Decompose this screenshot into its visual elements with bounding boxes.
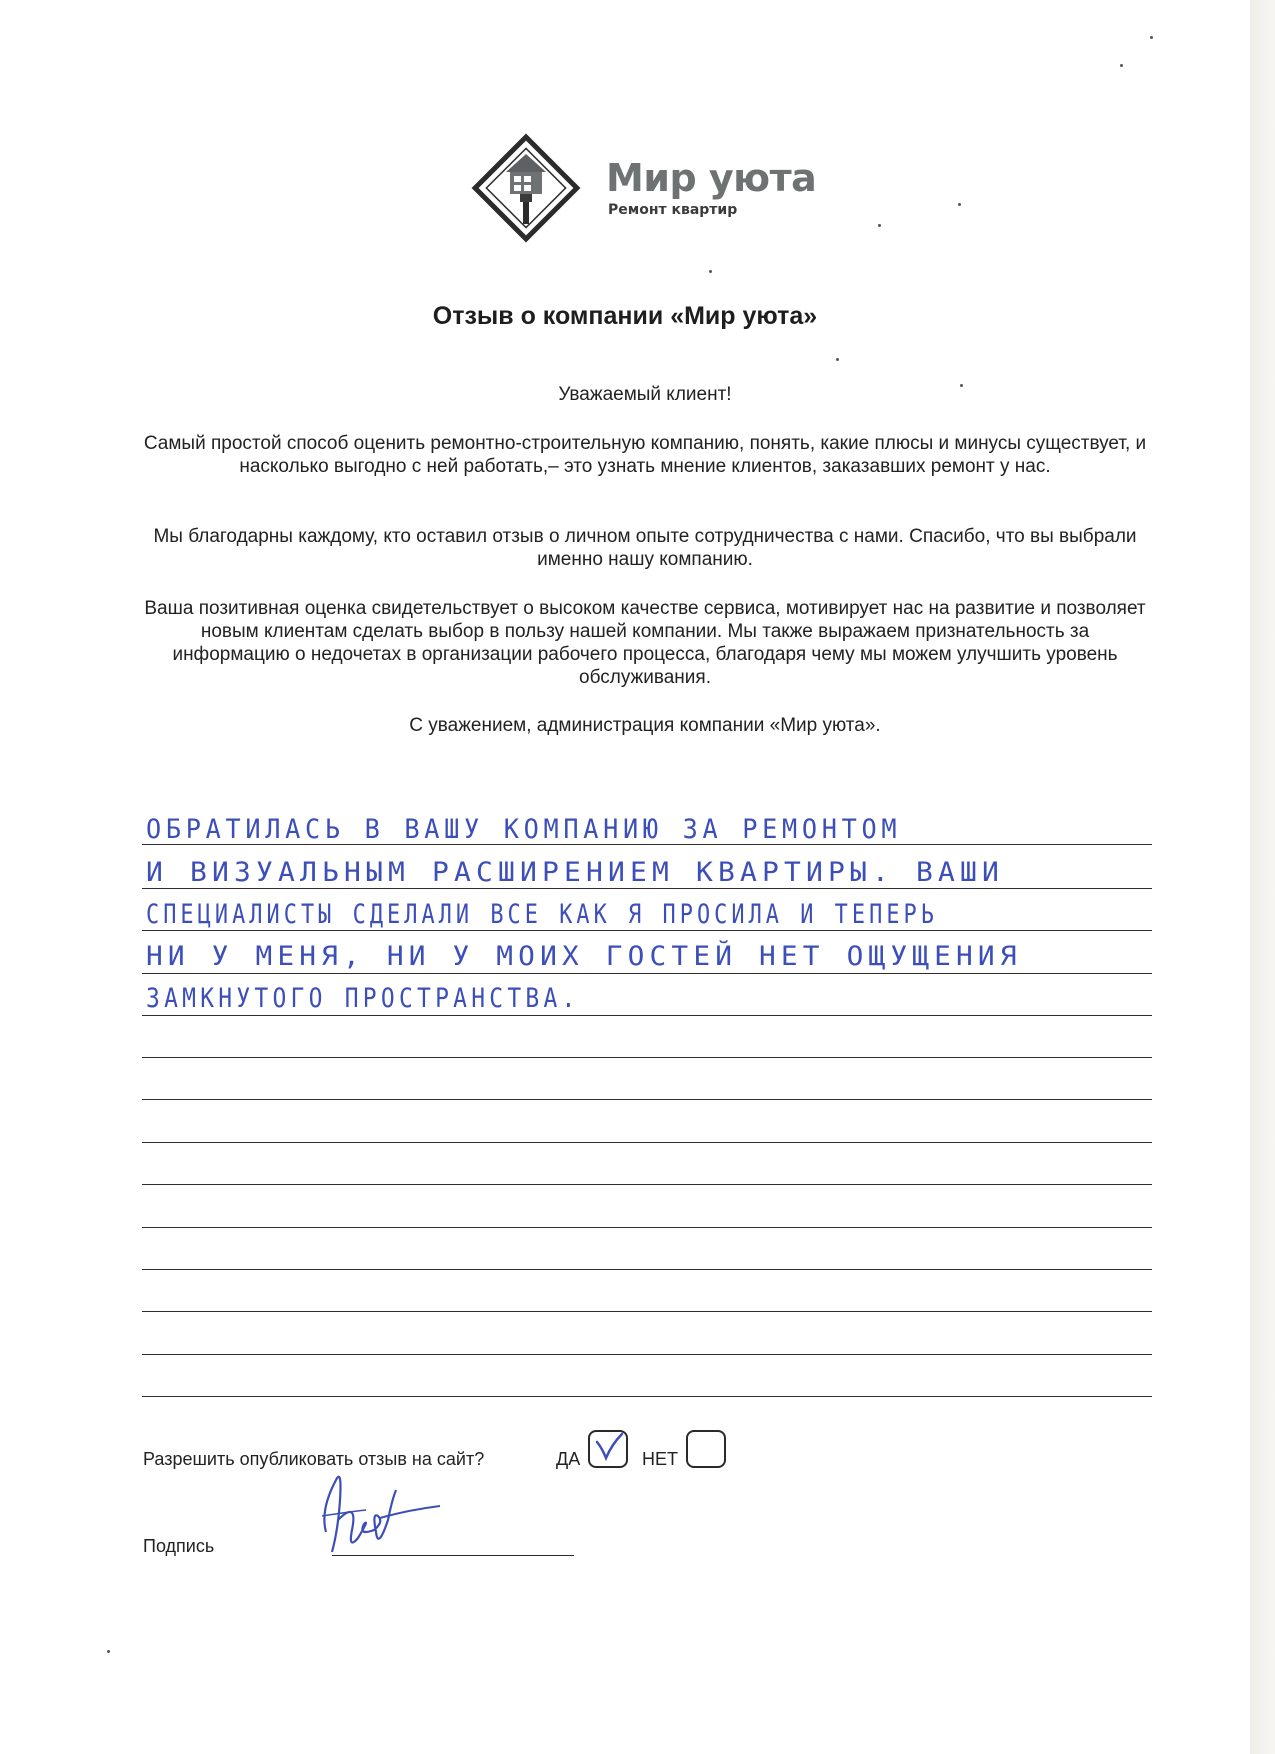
sign-off: С уважением, администрация компании «Мир уюта». <box>409 715 881 736</box>
ruled-line <box>142 1099 1152 1100</box>
check-mark-icon <box>594 1432 624 1462</box>
intro-paragraph-2: Мы благодарны каждому, кто оставил отзыв о личном опыте сотрудничества с нами. Спасибо, что вы выбрали именно нашу компанию. <box>153 526 1137 570</box>
scan-speck <box>709 270 712 273</box>
ruled-line <box>142 973 1152 974</box>
ruled-line <box>142 1142 1152 1143</box>
ruled-line <box>142 1184 1152 1185</box>
ruled-line <box>142 1227 1152 1228</box>
greeting: Уважаемый клиент! <box>558 384 732 405</box>
ruled-line <box>142 1269 1152 1270</box>
ruled-line <box>142 1057 1152 1058</box>
scan-edge <box>1250 0 1275 1754</box>
scan-speck <box>107 1650 110 1653</box>
publish-question: Разрешить опубликовать отзыв на сайт? <box>143 1449 485 1469</box>
handwritten-line-3: СПЕЦИАЛИСТЫ СДЕЛАЛИ ВСЕ КАК Я ПРОСИЛА И ТЕПЕРЬ <box>146 899 938 930</box>
handwritten-signature-icon <box>318 1460 478 1570</box>
scan-speck <box>958 203 961 206</box>
ruled-line <box>142 1396 1152 1397</box>
signature-label: Подпись <box>143 1536 215 1556</box>
scan-speck <box>960 384 963 387</box>
intro-paragraph-1: Самый простой способ оценить ремонтно-строительную компанию, понять, какие плюсы и минусы существует, и насколько выгодно с ней работать,– это узнать мнение клиентов, заказавших ремонт у нас. <box>143 433 1147 477</box>
ruled-line <box>142 1311 1152 1312</box>
ruled-line <box>142 1354 1152 1355</box>
ruled-line <box>142 1015 1152 1016</box>
handwritten-line-5: ЗАМКНУТОГО ПРОСТРАНСТВА. <box>146 983 580 1014</box>
logo-brand-name: Мир уюта <box>606 156 817 200</box>
yes-label: ДА <box>556 1449 581 1469</box>
page-title: Отзыв о компании «Мир уюта» <box>432 302 818 330</box>
scan-speck <box>878 224 881 227</box>
handwritten-line-1: ОБРАТИЛАСЬ В ВАШУ КОМПАНИЮ ЗА РЕМОНТОМ <box>146 814 902 845</box>
intro-paragraph-3: Ваша позитивная оценка свидетельствует о высоком качестве сервиса, мотивирует нас на развитие и позволяет новым клиентам сделать выбор в пользу нашей компании. Мы также выражаем признательность за информацию о недочетах в организации рабочего процесса, благодаря чему мы можем улучшить уровень обслуживания. <box>144 598 1146 688</box>
ruled-line <box>142 888 1152 889</box>
no-checkbox[interactable] <box>686 1430 726 1468</box>
review-text-area[interactable] <box>142 800 1152 1400</box>
scan-speck <box>1120 64 1123 67</box>
no-label: НЕТ <box>642 1449 678 1469</box>
company-logo <box>468 130 828 246</box>
handwritten-line-2: И ВИЗУАЛЬНЫМ РАСШИРЕНИЕМ КВАРТИРЫ. ВАШИ <box>146 857 1004 888</box>
scan-speck <box>836 358 839 361</box>
ruled-line <box>142 930 1152 931</box>
house-brush-logo-icon <box>468 130 584 246</box>
logo-tagline: Ремонт квартир <box>608 202 738 218</box>
handwritten-line-4: НИ У МЕНЯ, НИ У МОИХ ГОСТЕЙ НЕТ ОЩУЩЕНИЯ <box>146 941 1022 972</box>
scan-speck <box>1150 36 1153 39</box>
